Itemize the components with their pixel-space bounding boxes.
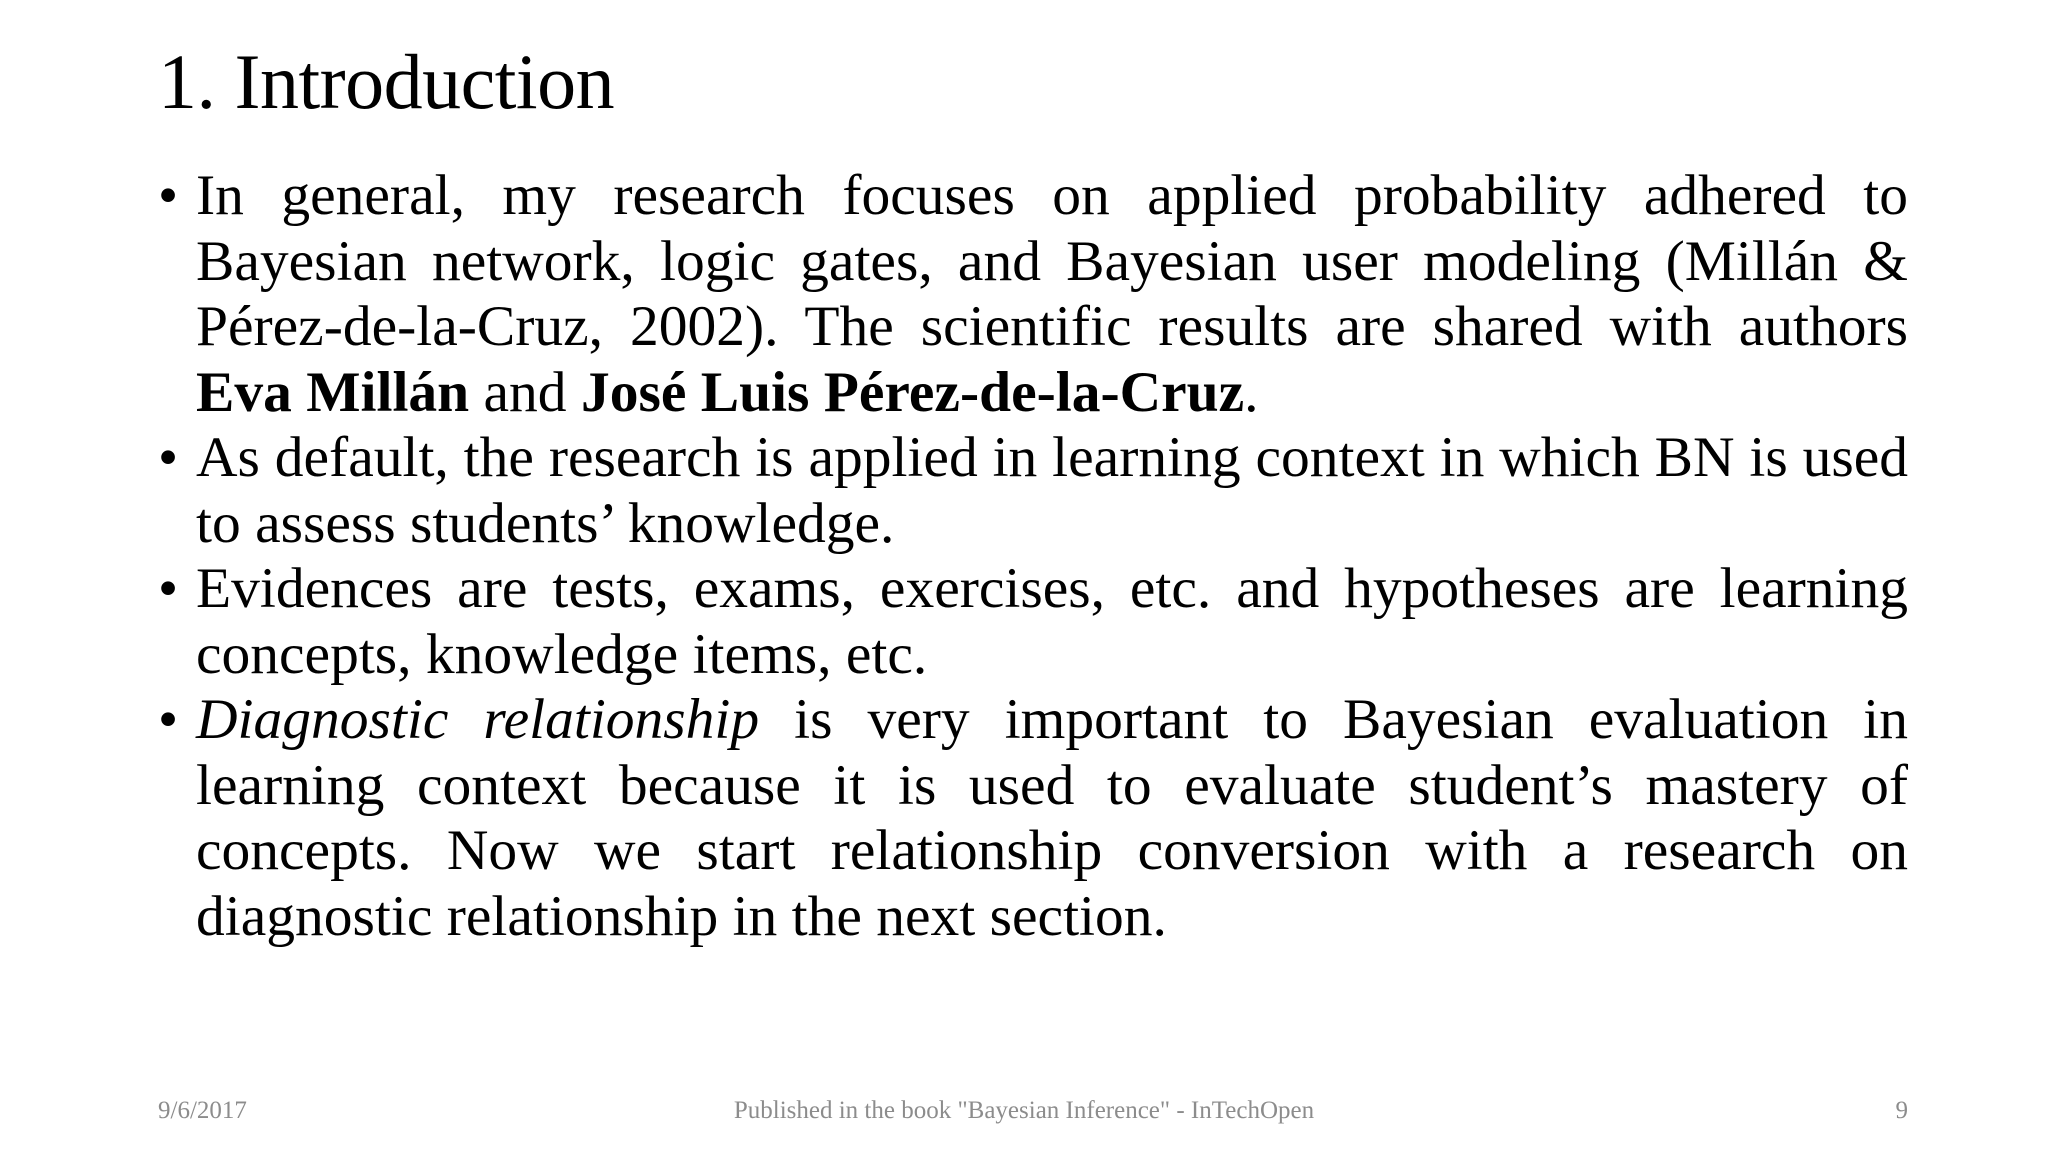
author-name-eva-millan: Eva Millán (196, 360, 470, 424)
bullet-list (158, 163, 1908, 949)
diagnostic-relationship-term: Diagnostic relationship (196, 688, 760, 751)
bullet-item-default-context (158, 425, 1908, 556)
bullet-item-research-focus (158, 163, 1908, 425)
footer-publication: Published in the book "Bayesian Inference" - InTechOpen (733, 1097, 1315, 1124)
bullet-text: Evidences are tests, exams, exercises, etc. and hypotheses are learning concepts, knowledge items, etc. (196, 557, 1908, 686)
bullet-marker: • (158, 688, 179, 751)
slide-title: 1. Introduction (158, 38, 615, 125)
bullet-marker: • (158, 164, 179, 227)
bullet-text: As default, the research is applied in learning context in which BN is used to assess students’ knowledge. (196, 426, 1908, 555)
bullet-item-diagnostic-relationship (158, 687, 1908, 949)
footer-page-number: 9 (1895, 1097, 1908, 1124)
bullet-text: is very important to Bayesian evaluation in learning context because it is used to evaluate student’s mastery of concepts. Now we start relationship conversion with a research on diagnostic relationship in the next section. (196, 688, 1908, 948)
bullet-marker: • (158, 557, 179, 620)
bullet-marker: • (158, 426, 179, 489)
footer-date: 9/6/2017 (158, 1097, 247, 1124)
bullet-text-end: . (1244, 360, 1259, 424)
author-name-jose-luis-perez: José Luis Pérez-de-la-Cruz (580, 360, 1245, 424)
bullet-text-connector: and (469, 360, 581, 424)
bullet-item-evidences (158, 556, 1908, 687)
bullet-text: In general, my research focuses on applied probability adhered to Bayesian network, logic gates, and Bayesian user modeling (Millán & Pérez-de-la-Cruz, 2002). The scientific results are shared with authors (196, 164, 1908, 358)
